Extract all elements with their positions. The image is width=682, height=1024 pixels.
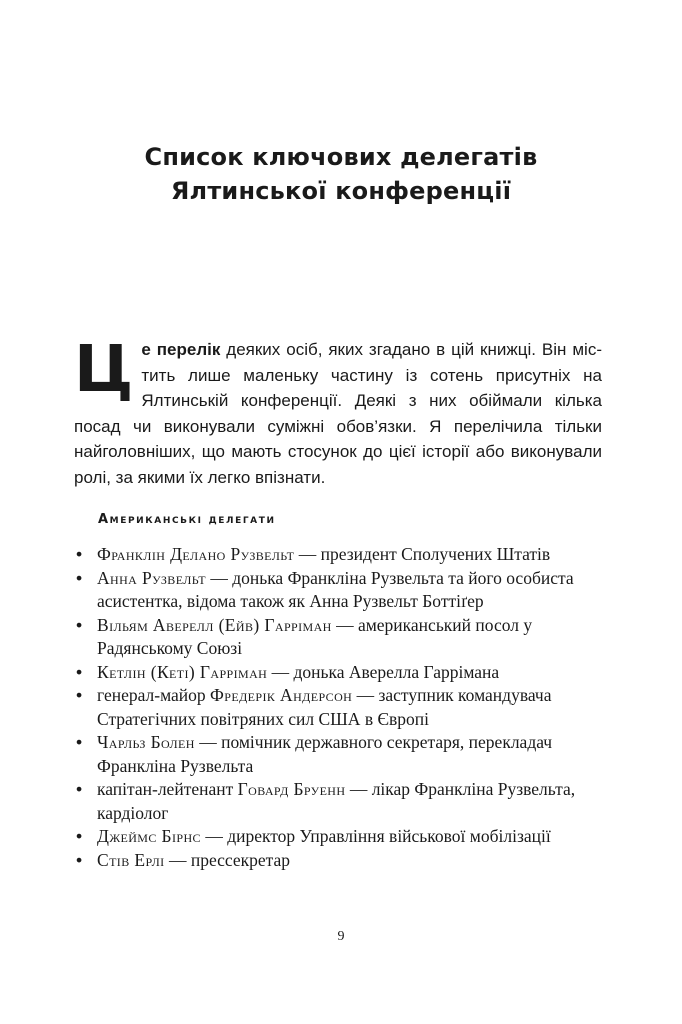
delegate-name: Вільям Аверелл (Ейв) Гарріман xyxy=(97,614,332,635)
list-item xyxy=(74,825,602,849)
delegate-description: — лікар Франкліна Рузвельта, кардіолог xyxy=(97,779,576,823)
section-heading: Американські делегати xyxy=(98,512,276,527)
page-title xyxy=(60,140,622,208)
delegate-description: — донька Франкліна Рузвельта та його особиста асистентка, відома також як Анна Рузвельт Боттіґер xyxy=(97,567,574,611)
delegate-name: Франклін Делано Рузвельт xyxy=(97,544,295,564)
intro-paragraph xyxy=(74,333,602,491)
list-item xyxy=(74,731,602,778)
delegate-prefix: капітан-лейтенант xyxy=(97,779,238,799)
list-item xyxy=(74,661,602,685)
delegate-name: Фредерік Андерсон xyxy=(210,685,353,705)
list-item xyxy=(74,778,602,825)
delegate-description: — президент Сполучених Штатів xyxy=(294,544,551,564)
intro-text: деяких осіб, яких згадано в цій книжці. Він містить лише маленьку частину із сотень присутніх на Ялтинській конференції. Деякі з них обіймали кілька посад чи виконували суміжні обов’язки. Я перелічила тільки найголовніших, що мають стосунок до цієї історії або виконували ролі, за якими їх легко впізнати. xyxy=(74,340,602,487)
title-line-1: Список ключових делегатів xyxy=(144,143,538,171)
list-item xyxy=(74,684,602,731)
list-item xyxy=(74,543,602,567)
delegate-description: — прессекретар xyxy=(164,849,291,870)
delegate-prefix: генерал-майор xyxy=(97,685,211,705)
delegate-name: Кетлін (Кеті) Гарріман xyxy=(97,661,268,682)
list-item xyxy=(74,849,602,873)
delegate-name: Анна Рузвельт xyxy=(97,567,206,588)
list-item xyxy=(74,567,602,614)
delegate-name: Чарльз Болен xyxy=(97,732,195,752)
delegate-description: — заступник командувача Стратегічних повітряних сил США в Європі xyxy=(97,685,552,729)
delegate-description: — директор Управління військової мобілізації xyxy=(200,826,551,846)
delegate-list xyxy=(74,543,602,872)
delegate-name: Говард Бруенн xyxy=(237,779,346,799)
list-item xyxy=(74,614,602,661)
drop-cap: Ц xyxy=(74,333,134,407)
delegate-description: — американський посол у Радянському Союзі xyxy=(97,614,533,658)
delegate-name: Стів Ерлі xyxy=(97,849,165,870)
page-number: 9 xyxy=(337,929,345,944)
title-line-2: Ялтинської конференції xyxy=(170,177,512,205)
intro-lead: е перелік xyxy=(141,340,221,359)
delegate-description: — помічник державного секретаря, перекладач Франкліна Рузвельта xyxy=(97,732,553,776)
delegate-description: — донька Аверелла Гаррімана xyxy=(267,661,500,682)
delegate-name: Джеймс Бірнс xyxy=(97,826,201,846)
